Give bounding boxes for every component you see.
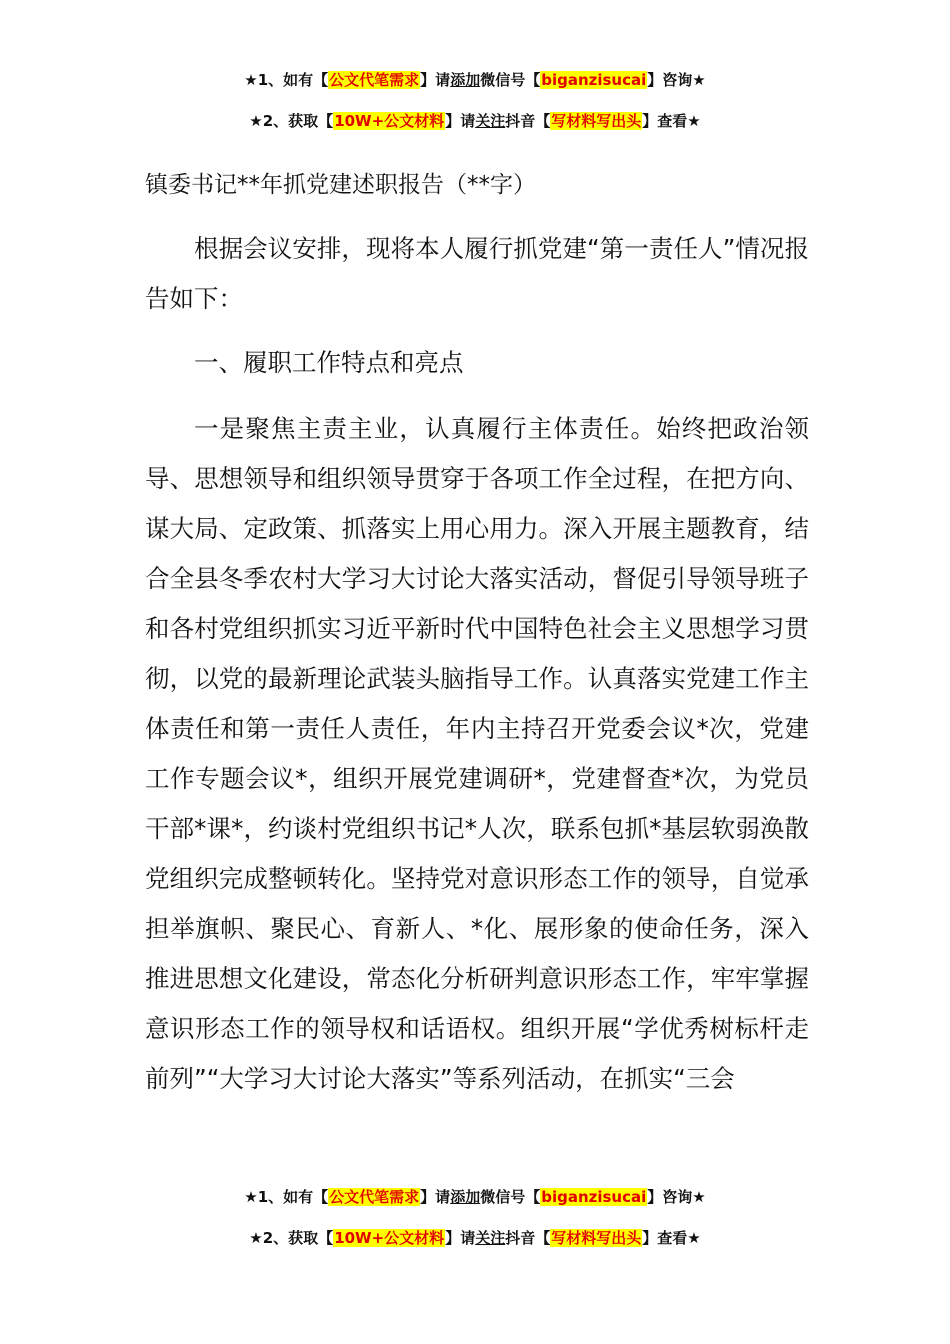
- highlight-wechat-id: biganzisucai: [541, 1188, 647, 1206]
- promo-text: ★2、获取【: [249, 1229, 334, 1247]
- underline-follow: 关注: [475, 112, 506, 130]
- promo-text: 】查看★: [642, 1229, 701, 1247]
- promo-text: 抖音【: [505, 112, 551, 130]
- underline-add: 添加: [450, 71, 481, 89]
- promo-text: 】请: [420, 1188, 451, 1206]
- promo-text: ★1、如有【: [244, 1188, 329, 1206]
- promo-text: ★2、获取【: [249, 112, 334, 130]
- highlight-materials: 10W+公文材料: [334, 1229, 445, 1247]
- promo-text: 微信号【: [480, 71, 541, 89]
- document-title: 镇委书记**年抓党建述职报告（**字）: [145, 172, 536, 198]
- highlight-service: 公文代笔需求: [329, 1188, 420, 1206]
- underline-follow: 关注: [475, 1229, 506, 1247]
- highlight-douyin-account: 写材料写出头: [551, 1229, 642, 1247]
- promo-text: 】请: [445, 1229, 476, 1247]
- promo-text: ★1、如有【: [244, 71, 329, 89]
- header-promo-line-1: [0, 70, 950, 90]
- promo-text: 】查看★: [642, 112, 701, 130]
- section-heading: 一、履职工作特点和亮点: [194, 348, 464, 377]
- promo-text: 】请: [420, 71, 451, 89]
- highlight-douyin-account: 写材料写出头: [551, 112, 642, 130]
- header-promo-line-2: [0, 111, 950, 131]
- promo-text: 抖音【: [505, 1229, 551, 1247]
- underline-add: 添加: [450, 1188, 481, 1206]
- promo-text: 】咨询★: [647, 1188, 706, 1206]
- highlight-service: 公文代笔需求: [329, 71, 420, 89]
- body-paragraph: 一是聚焦主责主业，认真履行主体责任。始终把政治领导、思想领导和组织领导贯穿于各项工作全过程，在把方向、谋大局、定政策、抓落实上用心用力。深入开展主题教育，结合全县冬季农村大学习大讨论大落实活动，督促引导领导班子和各村党组织抓实习近平新时代中国特色社会主义思想学习贯彻，以党的最新理论武装头脑指导工作。认真落实党建工作主体责任和第一责任人责任，年内主持召开党委会议*次，党建工作专题会议*，组织开展党建调研*，党建督查*次，为党员干部*课*，约谈村党组织书记*人次，联系包抓*基层软弱涣散党组织完成整顿转化。坚持党对意识形态工作的领导，自觉承担举旗帜、聚民心、育新人、*化、展形象的使命任务，深入推进思想文化建设，常态化分析研判意识形态工作，牢牢掌握意识形态工作的领导权和话语权。组织开展“学优秀树标杆走前列”“大学习大讨论大落实”等系列活动，在抓实“三会: [145, 414, 809, 1093]
- footer-promo-line-2: [0, 1228, 950, 1248]
- promo-text: 】请: [445, 112, 476, 130]
- highlight-wechat-id: biganzisucai: [541, 71, 647, 89]
- footer-promo-line-1: [0, 1187, 950, 1207]
- promo-text: 】咨询★: [647, 71, 706, 89]
- highlight-materials: 10W+公文材料: [334, 112, 445, 130]
- promo-text: 微信号【: [480, 1188, 541, 1206]
- intro-paragraph: 根据会议安排，现将本人履行抓党建“第一责任人”情况报告如下：: [145, 234, 809, 313]
